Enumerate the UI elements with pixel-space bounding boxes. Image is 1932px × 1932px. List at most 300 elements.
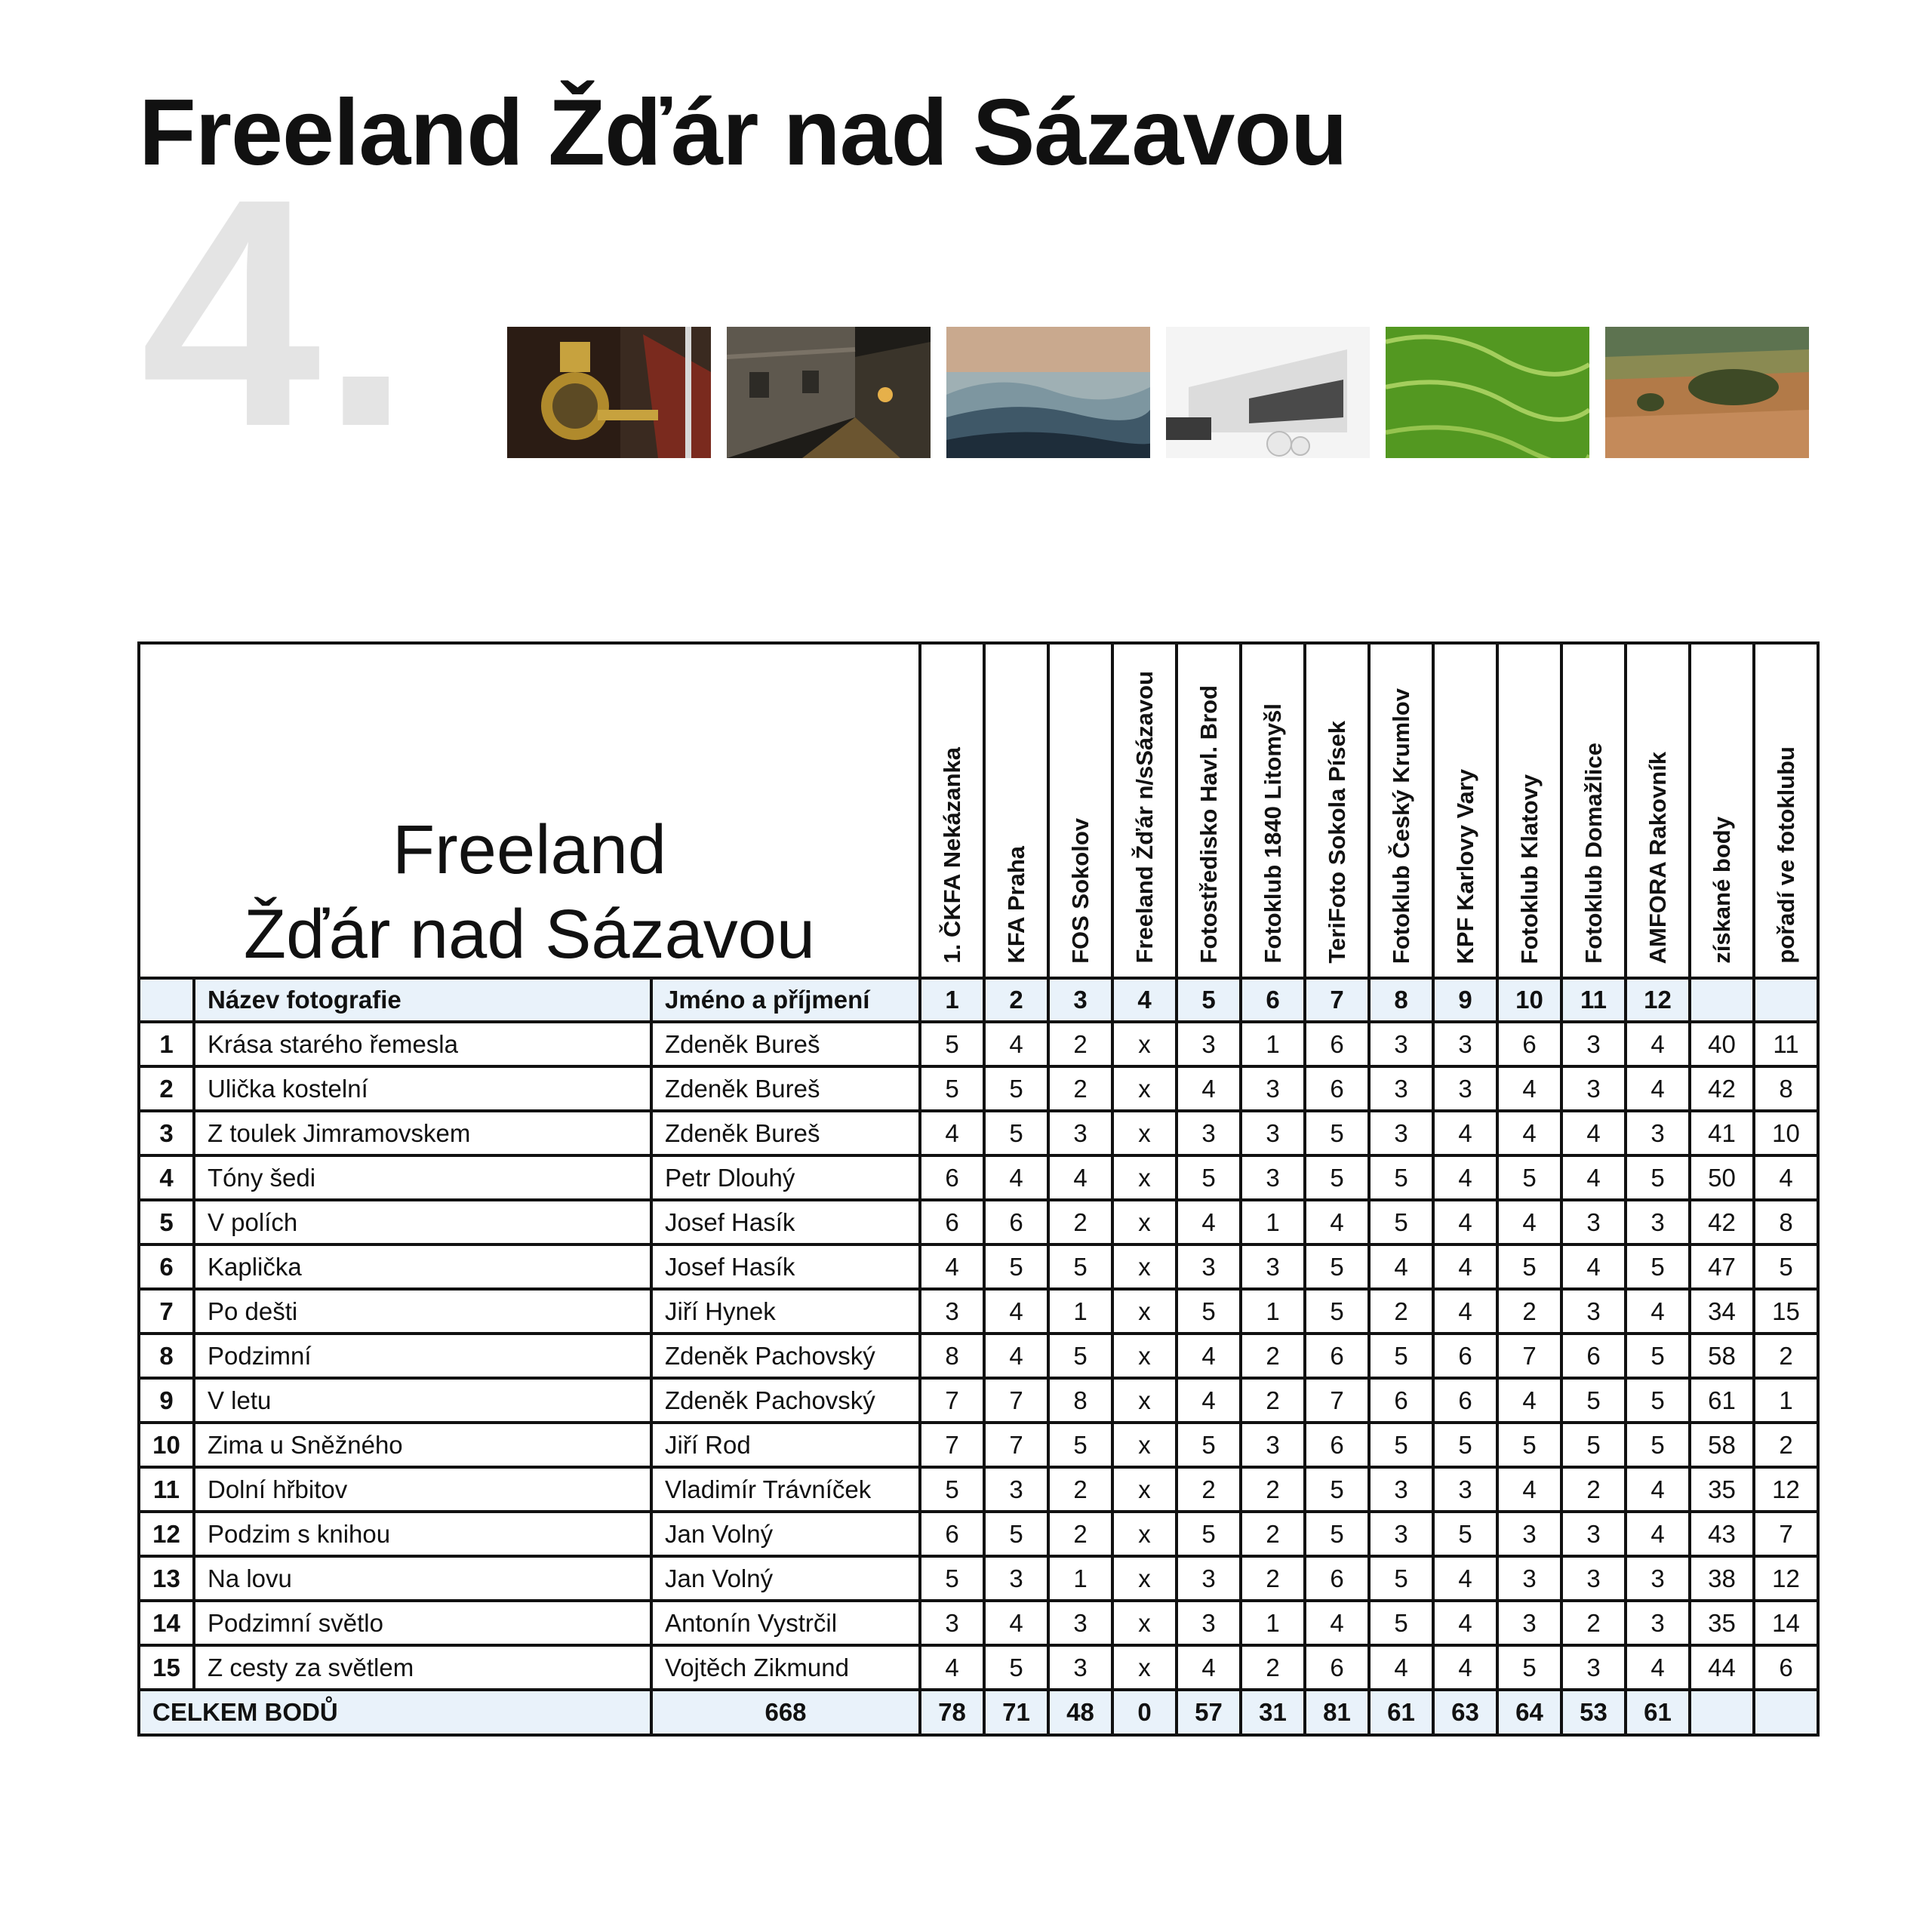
row-number: 11 [139, 1467, 194, 1512]
empty-cell [139, 978, 194, 1022]
row-number: 15 [139, 1645, 194, 1690]
club-total: 31 [1241, 1690, 1305, 1735]
club-rank: 4 [1754, 1155, 1818, 1200]
photo-title: V polích [194, 1200, 651, 1244]
photo-title: Podzim s knihou [194, 1512, 651, 1556]
score-cell: 6 [920, 1200, 984, 1244]
score-cell: 2 [1241, 1378, 1305, 1423]
club-rank: 1 [1754, 1378, 1818, 1423]
author-name: Vladimír Trávníček [651, 1467, 920, 1512]
club-header-10: Fotoklub Klatovy [1497, 643, 1561, 978]
score-cell: 5 [1305, 1155, 1369, 1200]
column-label-row [139, 978, 1818, 1022]
results-body [139, 1022, 1818, 1690]
score-cell: 6 [1305, 1334, 1369, 1378]
table-row [139, 1200, 1818, 1244]
club-number: 7 [1305, 978, 1369, 1022]
photo-thumbnail-hills [946, 327, 1150, 458]
score-cell: 3 [1177, 1111, 1241, 1155]
score-cell: 4 [1497, 1066, 1561, 1111]
score-cell: 4 [1497, 1467, 1561, 1512]
score-cell: 5 [1177, 1423, 1241, 1467]
score-cell: 6 [1305, 1423, 1369, 1467]
score-cell: 3 [1561, 1200, 1626, 1244]
table-row [139, 1022, 1818, 1066]
score-cell: 5 [984, 1244, 1048, 1289]
photo-thumbnail-autumn-field [1605, 327, 1809, 458]
score-cell: 2 [1241, 1467, 1305, 1512]
club-rank: 5 [1754, 1244, 1818, 1289]
points-total: 43 [1690, 1512, 1754, 1556]
club-total: 61 [1369, 1690, 1433, 1735]
table-row [139, 1066, 1818, 1111]
club-total: 78 [920, 1690, 984, 1735]
score-cell: 3 [1241, 1066, 1305, 1111]
score-cell: 3 [1561, 1289, 1626, 1334]
score-cell: 3 [1626, 1556, 1690, 1601]
points-total: 58 [1690, 1334, 1754, 1378]
score-cell: 5 [1626, 1423, 1690, 1467]
score-cell: 6 [920, 1512, 984, 1556]
score-cell: 5 [1626, 1378, 1690, 1423]
club-number: 1 [920, 978, 984, 1022]
author-name: Jiří Hynek [651, 1289, 920, 1334]
score-cell: 5 [1305, 1244, 1369, 1289]
score-cell: x [1112, 1244, 1177, 1289]
score-cell: 3 [1561, 1512, 1626, 1556]
author-name: Zdeněk Pachovský [651, 1334, 920, 1378]
club-total: 57 [1177, 1690, 1241, 1735]
club-rank: 11 [1754, 1022, 1818, 1066]
club-rank: 8 [1754, 1200, 1818, 1244]
points-total: 61 [1690, 1378, 1754, 1423]
score-cell: 3 [1369, 1022, 1433, 1066]
score-cell: 3 [1497, 1601, 1561, 1645]
score-cell: 4 [1626, 1022, 1690, 1066]
score-cell: 1 [1048, 1556, 1112, 1601]
score-cell: 5 [1048, 1244, 1112, 1289]
row-number: 14 [139, 1601, 194, 1645]
score-cell: 4 [984, 1022, 1048, 1066]
score-cell: x [1112, 1066, 1177, 1111]
table-row [139, 1601, 1818, 1645]
score-cell: 3 [1561, 1645, 1626, 1690]
empty-cell [1754, 978, 1818, 1022]
score-cell: 1 [1241, 1022, 1305, 1066]
club-title-cell [139, 643, 920, 978]
score-cell: 3 [1369, 1066, 1433, 1111]
score-cell: 7 [1305, 1378, 1369, 1423]
club-header-8: Fotoklub Český Krumlov [1369, 643, 1433, 978]
score-cell: 2 [1497, 1289, 1561, 1334]
page-title: Freeland Žďár nad Sázavou [139, 81, 1347, 185]
club-total: 63 [1433, 1690, 1497, 1735]
photo-title: Podzimní [194, 1334, 651, 1378]
score-cell: 3 [1177, 1556, 1241, 1601]
table-row [139, 1512, 1818, 1556]
score-cell: 2 [1177, 1467, 1241, 1512]
score-cell: 4 [1433, 1556, 1497, 1601]
score-cell: 7 [1497, 1334, 1561, 1378]
author-name: Josef Hasík [651, 1244, 920, 1289]
score-cell: 5 [920, 1467, 984, 1512]
club-number: 4 [1112, 978, 1177, 1022]
table-row [139, 1378, 1818, 1423]
score-cell: 4 [1305, 1601, 1369, 1645]
score-cell: 5 [1626, 1334, 1690, 1378]
score-cell: 5 [1433, 1423, 1497, 1467]
points-total: 44 [1690, 1645, 1754, 1690]
score-cell: 3 [1241, 1111, 1305, 1155]
score-cell: 3 [1497, 1512, 1561, 1556]
club-rank: 2 [1754, 1423, 1818, 1467]
score-cell: 4 [1177, 1200, 1241, 1244]
score-cell: 3 [920, 1601, 984, 1645]
score-cell: 4 [920, 1244, 984, 1289]
club-rank: 12 [1754, 1556, 1818, 1601]
score-cell: 4 [1497, 1378, 1561, 1423]
author-name: Josef Hasík [651, 1200, 920, 1244]
club-number: 2 [984, 978, 1048, 1022]
score-cell: 7 [920, 1378, 984, 1423]
score-cell: x [1112, 1155, 1177, 1200]
photo-title: Z toulek Jimramovskem [194, 1111, 651, 1155]
score-cell: 4 [984, 1289, 1048, 1334]
club-total: 64 [1497, 1690, 1561, 1735]
row-number: 1 [139, 1022, 194, 1066]
author-name: Zdeněk Bureš [651, 1111, 920, 1155]
score-cell: 4 [984, 1334, 1048, 1378]
club-header-1: 1. ČKFA Nekázanka [920, 643, 984, 978]
author-name: Jiří Rod [651, 1423, 920, 1467]
score-cell: 5 [1048, 1334, 1112, 1378]
score-cell: x [1112, 1022, 1177, 1066]
score-cell: 3 [1177, 1022, 1241, 1066]
score-cell: 4 [1433, 1200, 1497, 1244]
photo-title: Podzimní světlo [194, 1601, 651, 1645]
photo-title: V letu [194, 1378, 651, 1423]
score-cell: 4 [1433, 1289, 1497, 1334]
club-total: 61 [1626, 1690, 1690, 1735]
score-cell: x [1112, 1289, 1177, 1334]
club-header-7: TeriFoto Sokola Písek [1305, 643, 1369, 978]
score-cell: 4 [984, 1601, 1048, 1645]
score-cell: 3 [1626, 1200, 1690, 1244]
points-total: 40 [1690, 1022, 1754, 1066]
row-number: 4 [139, 1155, 194, 1200]
club-number: 6 [1241, 978, 1305, 1022]
author-name: Petr Dlouhý [651, 1155, 920, 1200]
score-cell: 4 [1626, 1066, 1690, 1111]
club-total: 81 [1305, 1690, 1369, 1735]
club-rank: 7 [1754, 1512, 1818, 1556]
score-cell: 5 [920, 1556, 984, 1601]
club-header-11: Fotoklub Domažlice [1561, 643, 1626, 978]
score-cell: 4 [1626, 1289, 1690, 1334]
photo-title: Na lovu [194, 1556, 651, 1601]
score-cell: 2 [1369, 1289, 1433, 1334]
score-cell: 2 [1561, 1601, 1626, 1645]
score-cell: 4 [920, 1111, 984, 1155]
club-header-12: AMFORA Rakovník [1626, 643, 1690, 978]
club-header-5: Fotostředisko Havl. Brod [1177, 643, 1241, 978]
score-cell: 6 [1305, 1022, 1369, 1066]
author-name: Zdeněk Bureš [651, 1022, 920, 1066]
score-cell: 5 [1305, 1111, 1369, 1155]
photo-title: Ulička kostelní [194, 1066, 651, 1111]
score-cell: 3 [1048, 1645, 1112, 1690]
club-total: 53 [1561, 1690, 1626, 1735]
photo-thumbnail-green-field [1386, 327, 1589, 458]
score-cell: x [1112, 1645, 1177, 1690]
score-cell: 6 [1433, 1334, 1497, 1378]
row-number: 13 [139, 1556, 194, 1601]
score-cell: 4 [1433, 1244, 1497, 1289]
score-cell: 3 [920, 1289, 984, 1334]
club-number: 9 [1433, 978, 1497, 1022]
score-cell: 2 [1241, 1512, 1305, 1556]
points-total: 58 [1690, 1423, 1754, 1467]
score-cell: x [1112, 1200, 1177, 1244]
score-cell: 4 [1177, 1645, 1241, 1690]
score-cell: 5 [1369, 1601, 1433, 1645]
score-cell: 5 [1626, 1155, 1690, 1200]
score-cell: 3 [1433, 1467, 1497, 1512]
score-cell: 2 [1048, 1467, 1112, 1512]
table-row [139, 1423, 1818, 1467]
points-total: 41 [1690, 1111, 1754, 1155]
score-cell: 2 [1048, 1512, 1112, 1556]
score-cell: 3 [1177, 1601, 1241, 1645]
score-cell: 5 [984, 1645, 1048, 1690]
score-cell: 3 [1561, 1022, 1626, 1066]
score-cell: 5 [1305, 1467, 1369, 1512]
club-rank: 8 [1754, 1066, 1818, 1111]
score-cell: x [1112, 1467, 1177, 1512]
score-cell: x [1112, 1334, 1177, 1378]
photo-thumbnail-building [1166, 327, 1370, 458]
club-header-row [139, 643, 1818, 978]
score-cell: 4 [1561, 1244, 1626, 1289]
row-number: 6 [139, 1244, 194, 1289]
row-number: 5 [139, 1200, 194, 1244]
score-cell: 3 [984, 1467, 1048, 1512]
score-cell: 6 [920, 1155, 984, 1200]
table-row [139, 1556, 1818, 1601]
table-row [139, 1155, 1818, 1200]
rank-header: pořadí ve fotoklubu [1754, 643, 1818, 978]
total-sum: 668 [651, 1690, 920, 1735]
score-cell: 5 [1177, 1289, 1241, 1334]
score-cell: 6 [1305, 1556, 1369, 1601]
score-cell: 5 [984, 1111, 1048, 1155]
club-header-2: KFA Praha [984, 643, 1048, 978]
club-number: 10 [1497, 978, 1561, 1022]
club-rank: 14 [1754, 1601, 1818, 1645]
score-cell: 5 [920, 1066, 984, 1111]
score-cell: 5 [1048, 1423, 1112, 1467]
score-cell: x [1112, 1601, 1177, 1645]
club-title-line2: Žďár nad Sázavou [243, 895, 816, 973]
score-cell: x [1112, 1423, 1177, 1467]
photo-title: Z cesty za světlem [194, 1645, 651, 1690]
score-cell: 3 [1048, 1601, 1112, 1645]
score-cell: 4 [1048, 1155, 1112, 1200]
empty-cell [1754, 1690, 1818, 1735]
score-cell: 3 [1433, 1022, 1497, 1066]
club-number: 3 [1048, 978, 1112, 1022]
author-name: Zdeněk Pachovský [651, 1378, 920, 1423]
score-cell: 5 [1561, 1378, 1626, 1423]
table-row [139, 1289, 1818, 1334]
score-cell: 5 [1561, 1423, 1626, 1467]
points-total: 35 [1690, 1601, 1754, 1645]
score-cell: 4 [920, 1645, 984, 1690]
row-number: 9 [139, 1378, 194, 1423]
score-cell: 2 [1241, 1334, 1305, 1378]
score-cell: 4 [1305, 1200, 1369, 1244]
club-total: 71 [984, 1690, 1048, 1735]
score-cell: 5 [1497, 1244, 1561, 1289]
score-cell: 3 [984, 1556, 1048, 1601]
table-row [139, 1645, 1818, 1690]
club-total: 48 [1048, 1690, 1112, 1735]
score-cell: 1 [1241, 1601, 1305, 1645]
table-row [139, 1334, 1818, 1378]
section-number: 4. [140, 132, 411, 494]
score-cell: 8 [920, 1334, 984, 1378]
score-cell: 5 [1369, 1155, 1433, 1200]
photo-thumbnail-lantern [507, 327, 711, 458]
score-cell: 4 [1433, 1111, 1497, 1155]
score-cell: 5 [1626, 1244, 1690, 1289]
table-row [139, 1244, 1818, 1289]
total-label: CELKEM BODŮ [139, 1690, 651, 1735]
points-header: získané body [1690, 643, 1754, 978]
total-row [139, 1690, 1818, 1735]
score-cell: 1 [1241, 1200, 1305, 1244]
photo-strip [507, 327, 1811, 458]
score-cell: 3 [1369, 1512, 1433, 1556]
score-cell: 4 [1561, 1111, 1626, 1155]
row-number: 2 [139, 1066, 194, 1111]
club-rank: 2 [1754, 1334, 1818, 1378]
score-cell: 3 [1241, 1155, 1305, 1200]
score-cell: 6 [1305, 1066, 1369, 1111]
points-total: 47 [1690, 1244, 1754, 1289]
score-cell: 2 [1048, 1200, 1112, 1244]
club-rank: 12 [1754, 1467, 1818, 1512]
score-cell: 4 [1626, 1512, 1690, 1556]
score-cell: 5 [1497, 1645, 1561, 1690]
photo-title: Po dešti [194, 1289, 651, 1334]
author-name: Antonín Vystrčil [651, 1601, 920, 1645]
score-cell: 4 [1177, 1334, 1241, 1378]
photo-title: Kaplička [194, 1244, 651, 1289]
score-cell: 4 [1561, 1155, 1626, 1200]
score-cell: 6 [1369, 1378, 1433, 1423]
score-cell: 3 [1626, 1601, 1690, 1645]
club-title-line1: Freeland [392, 811, 667, 888]
score-cell: 2 [1048, 1066, 1112, 1111]
score-cell: 4 [1177, 1378, 1241, 1423]
score-cell: 3 [1241, 1244, 1305, 1289]
photo-title: Tóny šedi [194, 1155, 651, 1200]
score-cell: 3 [1497, 1556, 1561, 1601]
score-cell: 4 [1369, 1244, 1433, 1289]
author-name-header: Jméno a příjmení [651, 978, 920, 1022]
score-cell: 4 [1626, 1467, 1690, 1512]
table-row [139, 1467, 1818, 1512]
score-cell: 5 [984, 1066, 1048, 1111]
score-cell: 3 [1433, 1066, 1497, 1111]
score-cell: 5 [1497, 1155, 1561, 1200]
club-rank: 6 [1754, 1645, 1818, 1690]
score-cell: 3 [1241, 1423, 1305, 1467]
score-cell: 3 [1561, 1066, 1626, 1111]
points-total: 50 [1690, 1155, 1754, 1200]
author-name: Zdeněk Bureš [651, 1066, 920, 1111]
author-name: Jan Volný [651, 1556, 920, 1601]
photo-thumbnail-street [727, 327, 931, 458]
club-number: 5 [1177, 978, 1241, 1022]
score-cell: 4 [1433, 1645, 1497, 1690]
score-cell: 7 [984, 1423, 1048, 1467]
score-cell: 5 [1177, 1512, 1241, 1556]
photo-title: Zima u Sněžného [194, 1423, 651, 1467]
score-cell: 5 [1433, 1512, 1497, 1556]
score-cell: 3 [1048, 1111, 1112, 1155]
score-cell: 1 [1241, 1289, 1305, 1334]
score-cell: 6 [1305, 1645, 1369, 1690]
score-cell: 5 [984, 1512, 1048, 1556]
points-total: 34 [1690, 1289, 1754, 1334]
club-total: 0 [1112, 1690, 1177, 1735]
empty-cell [1690, 1690, 1754, 1735]
score-cell: x [1112, 1512, 1177, 1556]
club-number: 11 [1561, 978, 1626, 1022]
score-cell: 5 [1369, 1423, 1433, 1467]
club-header-6: Fotoklub 1840 Litomyšl [1241, 643, 1305, 978]
score-cell: 2 [1048, 1022, 1112, 1066]
score-cell: 2 [1241, 1645, 1305, 1690]
score-cell: 3 [1369, 1111, 1433, 1155]
score-cell: 5 [1369, 1556, 1433, 1601]
score-cell: 5 [1177, 1155, 1241, 1200]
points-total: 35 [1690, 1467, 1754, 1512]
author-name: Vojtěch Zikmund [651, 1645, 920, 1690]
row-number: 7 [139, 1289, 194, 1334]
score-cell: 3 [1369, 1467, 1433, 1512]
points-total: 42 [1690, 1200, 1754, 1244]
photo-title-header: Název fotografie [194, 978, 651, 1022]
score-cell: 4 [1433, 1155, 1497, 1200]
score-cell: 4 [1497, 1111, 1561, 1155]
club-header-4: Freeland Žďár n/sSázavou [1112, 643, 1177, 978]
row-number: 10 [139, 1423, 194, 1467]
score-cell: 5 [1369, 1200, 1433, 1244]
photo-title: Dolní hřbitov [194, 1467, 651, 1512]
results-table [137, 641, 1820, 1737]
score-cell: x [1112, 1111, 1177, 1155]
photo-title: Krása starého řemesla [194, 1022, 651, 1066]
row-number: 8 [139, 1334, 194, 1378]
score-cell: 3 [1561, 1556, 1626, 1601]
points-total: 42 [1690, 1066, 1754, 1111]
score-cell: 4 [1433, 1601, 1497, 1645]
score-cell: 5 [1369, 1334, 1433, 1378]
table-row [139, 1111, 1818, 1155]
